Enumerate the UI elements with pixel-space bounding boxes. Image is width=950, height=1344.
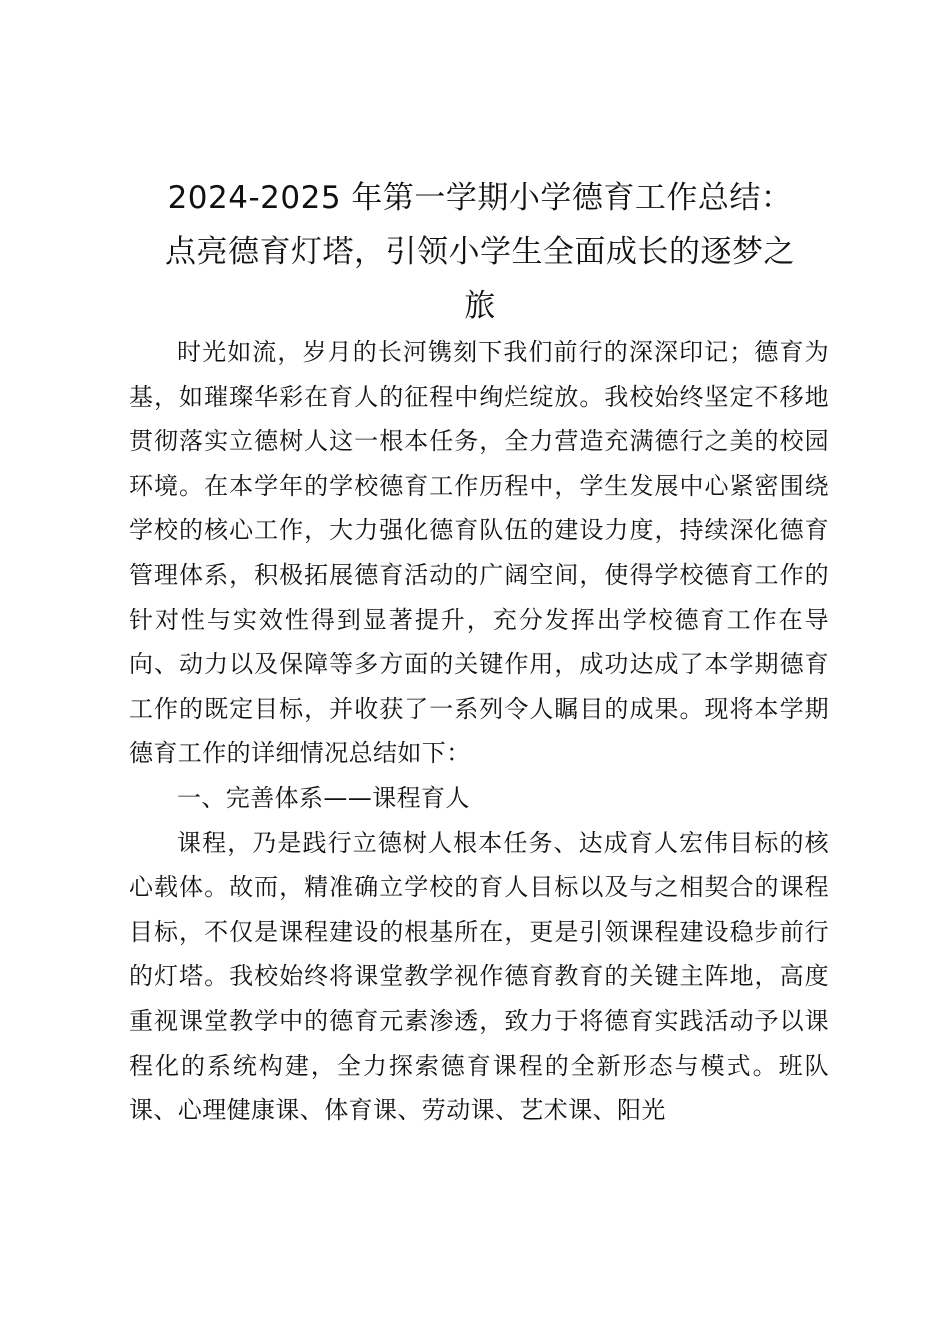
title-line-3: 旅 bbox=[464, 288, 496, 324]
title-line-1: 2024-2025 年第一学期小学德育工作总结： bbox=[167, 180, 793, 216]
document-title bbox=[120, 171, 840, 333]
intro-paragraph: 时光如流，岁月的长河镌刻下我们前行的深深印记；德育为基，如璀璨华彩在育人的征程中绚烂绽放。我校始终坚定不移地贯彻落实立德树人这一根本任务，全力营造充满德行之美的校园环境。在本学年的学校德育工作历程中，学生发展中心紧密围绕学校的核心工作，大力强化德育队伍的建设力度，持续深化德育管理体系，积极拓展德育活动的广阔空间，使得学校德育工作的针对性与实效性得到显著提升，充分发挥出学校德育工作在导向、动力以及保障等多方面的关键作用，成功达成了本学期德育工作的既定目标，并收获了一系列令人瞩目的成果。现将本学期德育工作的详细情况总结如下： bbox=[129, 338, 829, 768]
document-body bbox=[129, 330, 829, 1133]
section-heading: 一、完善体系——课程育人 bbox=[177, 783, 470, 812]
title-line-2: 点亮德育灯塔，引领小学生全面成长的逐梦之 bbox=[165, 234, 795, 270]
curriculum-paragraph: 课程，乃是践行立德树人根本任务、达成育人宏伟目标的核心载体。故而，精准确立学校的育人目标以及与之相契合的课程目标，不仅是课程建设的根基所在，更是引领课程建设稳步前行的灯塔。我校始终将课堂教学视作德育教育的关键主阵地，高度重视课堂教学中的德育元素渗透，致力于将德育实践活动予以课程化的系统构建，全力探索德育课程的全新形态与模式。班队课、心理健康课、体育课、劳动课、艺术课、阳光 bbox=[129, 828, 829, 1125]
